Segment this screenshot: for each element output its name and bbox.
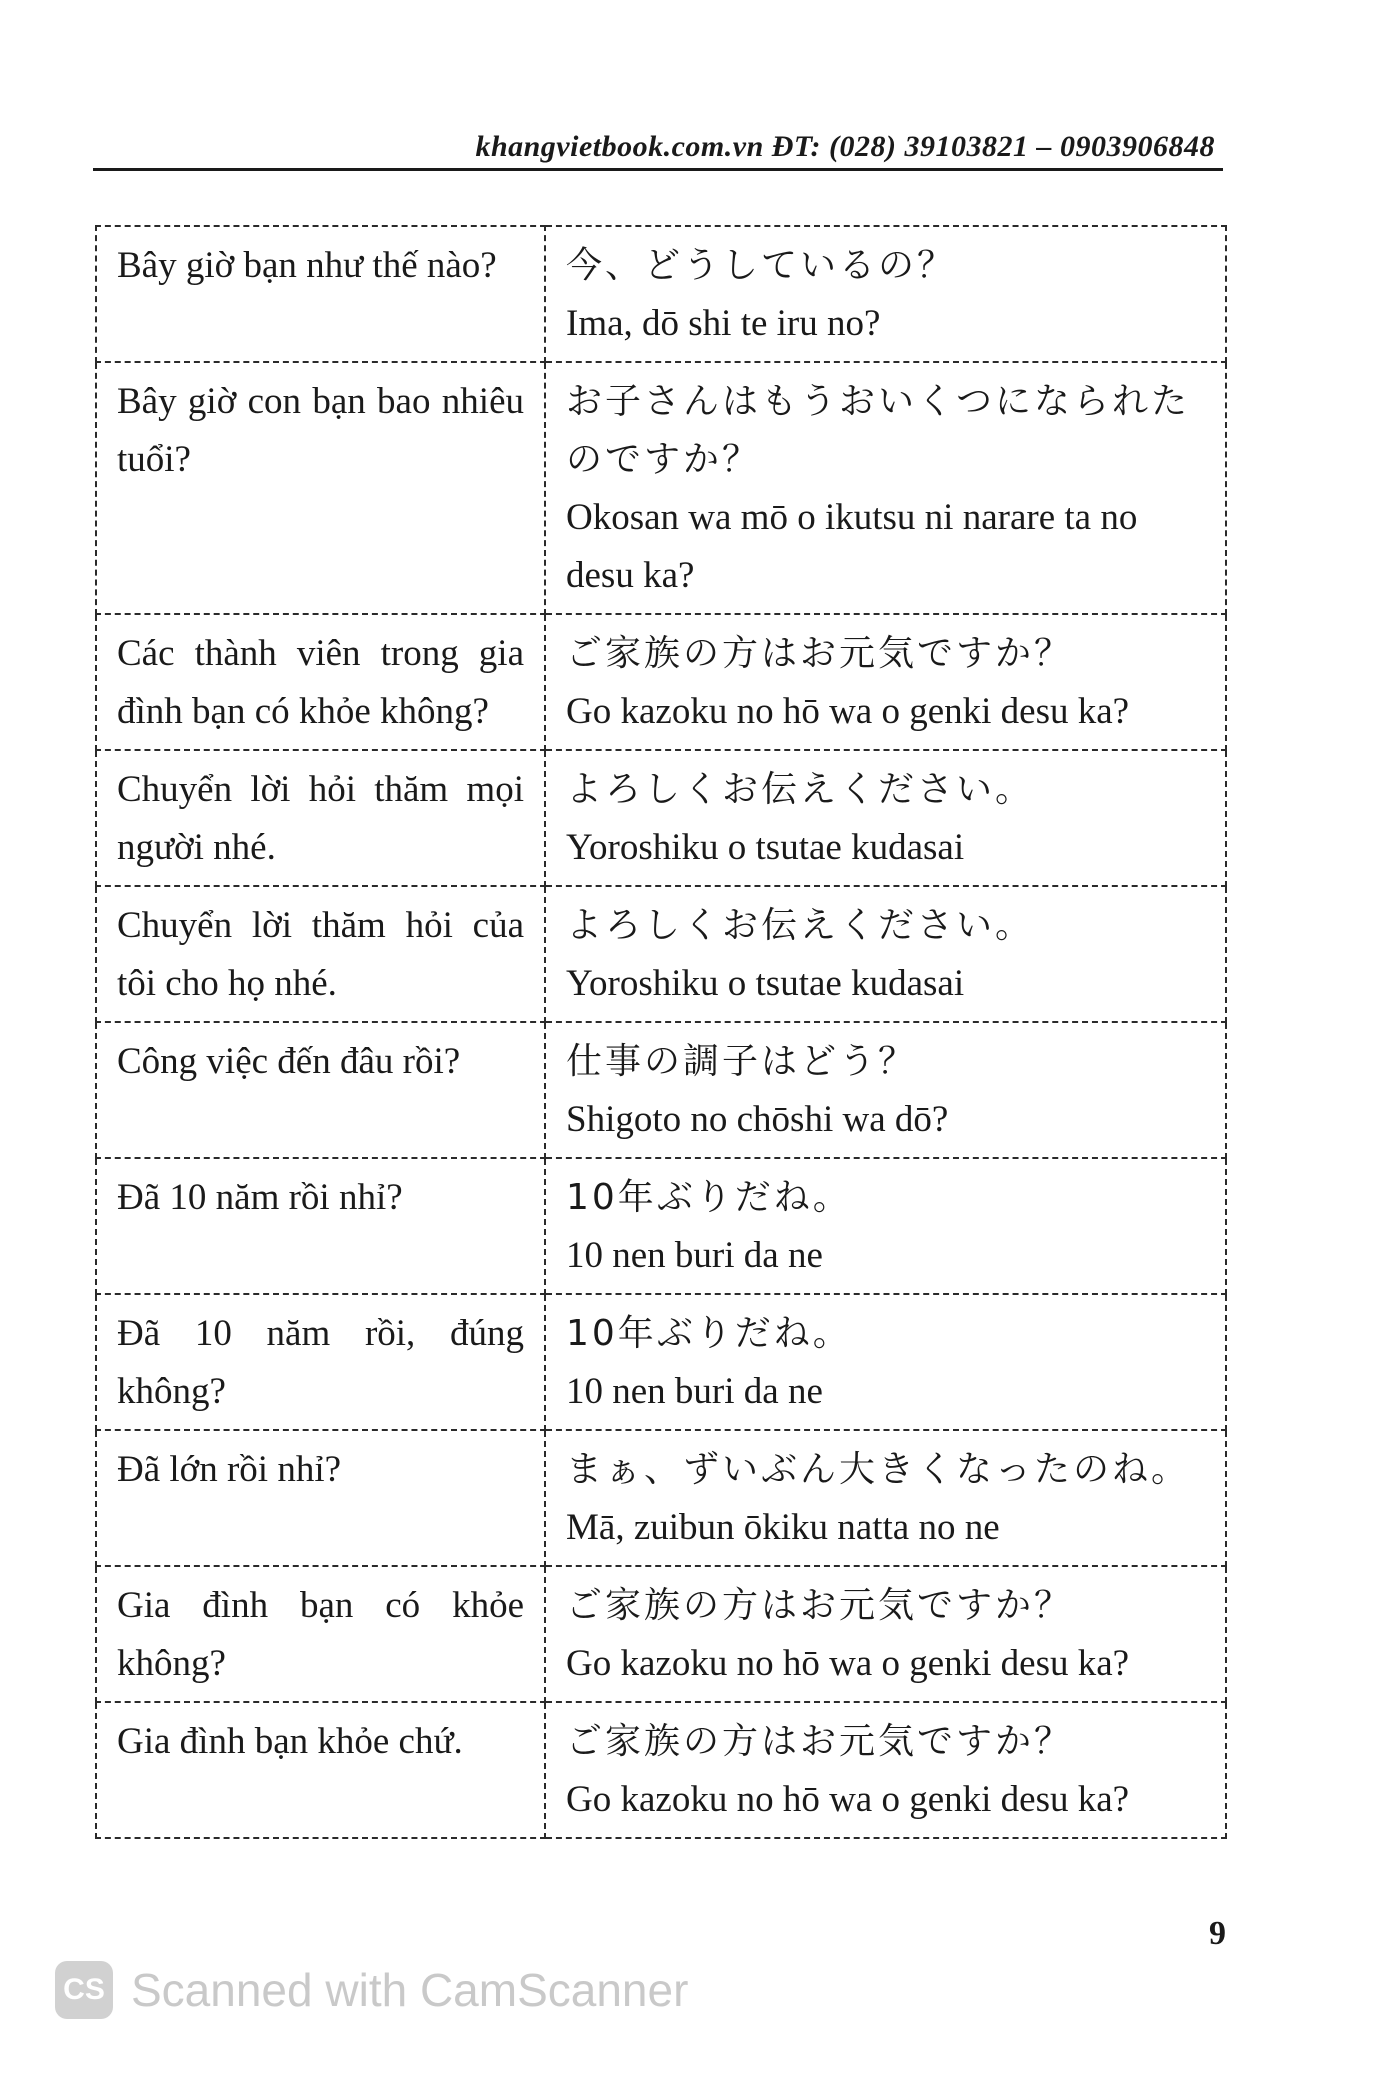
table-row — [96, 1294, 1226, 1430]
vietnamese-cell: Công việc đến đâu rồi? — [96, 1022, 545, 1158]
japanese-text: 10年ぶりだね。 — [566, 1177, 852, 1218]
japanese-text: 今、どうしているの？ — [566, 245, 957, 286]
japanese-cell — [545, 362, 1226, 614]
vietnamese-cell: Các thành viên trong gia đình bạn có khỏe không? — [96, 614, 545, 750]
table-row — [96, 226, 1226, 362]
table-row — [96, 1566, 1226, 1702]
japanese-text: 仕事の調子はどう？ — [566, 1041, 918, 1082]
romaji-text: Yoroshiku o tsutae kudasai — [566, 963, 965, 1004]
vietnamese-cell: Gia đình bạn có khỏe không? — [96, 1566, 545, 1702]
vietnamese-cell: Bây giờ con bạn bao nhiêu tuổi? — [96, 362, 545, 614]
table-row — [96, 750, 1226, 886]
table-row — [96, 1022, 1226, 1158]
japanese-text: ご家族の方はお元気ですか？ — [566, 1585, 1074, 1626]
japanese-text: お子さんはもうおいくつになられたのですか？ — [566, 381, 1191, 480]
header-publisher-contact: khangvietbook.com.vn ĐT: (028) 39103821 – 0903906848 — [475, 130, 1215, 163]
vietnamese-cell: Chuyển lời thăm hỏi của tôi cho họ nhé. — [96, 886, 545, 1022]
table-row — [96, 614, 1226, 750]
japanese-cell — [545, 1702, 1226, 1838]
romaji-text: Go kazoku no hō wa o genki desu ka? — [566, 691, 1130, 732]
romaji-text: Okosan wa mō o ikutsu ni narare ta no desu ka? — [566, 497, 1138, 596]
japanese-cell — [545, 1294, 1226, 1430]
romaji-text: Go kazoku no hō wa o genki desu ka? — [566, 1643, 1130, 1684]
page-header — [93, 120, 1223, 171]
japanese-cell — [545, 750, 1226, 886]
vietnamese-cell: Chuyển lời hỏi thăm mọi người nhé. — [96, 750, 545, 886]
phrase-table — [95, 225, 1227, 1839]
japanese-cell — [545, 1566, 1226, 1702]
table-row — [96, 1430, 1226, 1566]
vietnamese-cell: Gia đình bạn khỏe chứ. — [96, 1702, 545, 1838]
table-row — [96, 1158, 1226, 1294]
table-row — [96, 362, 1226, 614]
japanese-text: よろしくお伝えください。 — [566, 905, 1035, 946]
watermark-text: Scanned with CamScanner — [131, 1964, 689, 2016]
vietnamese-cell: Bây giờ bạn như thế nào? — [96, 226, 545, 362]
table-row — [96, 886, 1226, 1022]
japanese-text: まぁ、ずいぶん大きくなったのね。 — [566, 1449, 1191, 1490]
vietnamese-cell: Đã 10 năm rồi nhỉ? — [96, 1158, 545, 1294]
japanese-cell — [545, 886, 1226, 1022]
romaji-text: Mā, zuibun ōkiku natta no ne — [566, 1507, 1000, 1548]
romaji-text: 10 nen buri da ne — [566, 1235, 823, 1276]
vietnamese-cell: Đã 10 năm rồi, đúng không? — [96, 1294, 545, 1430]
romaji-text: 10 nen buri da ne — [566, 1371, 823, 1412]
page-number: 9 — [1209, 1915, 1226, 1952]
table-row — [96, 1702, 1226, 1838]
romaji-text: Ima, dō shi te iru no? — [566, 303, 881, 344]
japanese-cell — [545, 226, 1226, 362]
japanese-cell — [545, 1022, 1226, 1158]
camscanner-logo-icon: CS — [55, 1961, 113, 2019]
camscanner-watermark — [55, 1955, 688, 2025]
japanese-cell — [545, 1430, 1226, 1566]
japanese-text: ご家族の方はお元気ですか？ — [566, 633, 1074, 674]
japanese-text: よろしくお伝えください。 — [566, 769, 1035, 810]
japanese-text: 10年ぶりだね。 — [566, 1313, 852, 1354]
vietnamese-cell: Đã lớn rồi nhỉ? — [96, 1430, 545, 1566]
romaji-text: Shigoto no chōshi wa dō? — [566, 1099, 949, 1140]
japanese-cell — [545, 614, 1226, 750]
japanese-text: ご家族の方はお元気ですか？ — [566, 1721, 1074, 1762]
romaji-text: Yoroshiku o tsutae kudasai — [566, 827, 965, 868]
romaji-text: Go kazoku no hō wa o genki desu ka? — [566, 1779, 1130, 1820]
japanese-cell — [545, 1158, 1226, 1294]
